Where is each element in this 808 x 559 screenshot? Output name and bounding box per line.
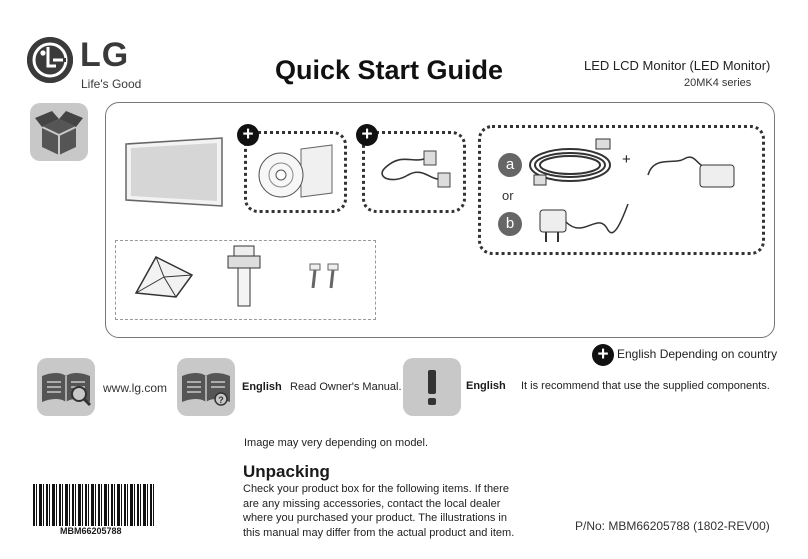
page-title: Quick Start Guide [275,55,504,85]
or-text: or [502,188,514,203]
caution-note: It is recommend that use the supplied components. [521,380,770,392]
ac-adapter-illustration [644,145,740,200]
product-name: LED LCD Monitor (LED Monitor) [584,58,771,73]
product-series: 20MK4 series [684,77,752,89]
manual-help-icon [177,358,235,416]
plus-icon: + [356,124,378,146]
manual-note: Read Owner's Manual. [290,381,402,393]
language-label: English [242,381,282,393]
wall-adapter-illustration [534,200,634,255]
stand-body-illustration [226,244,262,313]
lg-logo-icon [27,37,73,83]
option-a-badge: a [498,153,522,177]
caution-icon [403,358,461,416]
unpacking-title: Unpacking [243,462,330,481]
part-number: P/No: MBM66205788 (1802-REV00) [575,519,770,533]
plus-legend-icon: + [592,344,614,366]
box-icon [30,103,88,161]
barcode [33,484,155,526]
website-link[interactable]: www.lg.com [103,381,168,395]
logo-tagline: Life's Good [81,77,142,91]
option-b-badge: b [498,212,522,236]
dsub-cable-illustration [372,145,460,202]
stand-base-illustration [134,253,194,304]
language-label-2: English [466,380,506,392]
monitor-illustration [124,136,226,217]
barcode-number: MBM66205788 [60,526,122,536]
legend-text: English Depending on country [617,347,778,361]
logo-wordmark: LG [80,36,130,74]
unpacking-body: Check your product box for the following items. If there are any missing accessories, contact the local dealer where you purchased your product. The illustrations in this manual may differ from the actual product and item. [243,483,515,539]
cd-manual-illustration [256,143,336,208]
power-cord-illustration [526,135,622,196]
plus-sign: + [622,151,631,168]
svg-text:?: ? [218,395,224,405]
manual-search-icon [37,358,95,416]
image-note: Image may very depending on model. [244,437,429,449]
plus-icon: + [237,124,259,146]
screws-illustration [304,262,348,297]
